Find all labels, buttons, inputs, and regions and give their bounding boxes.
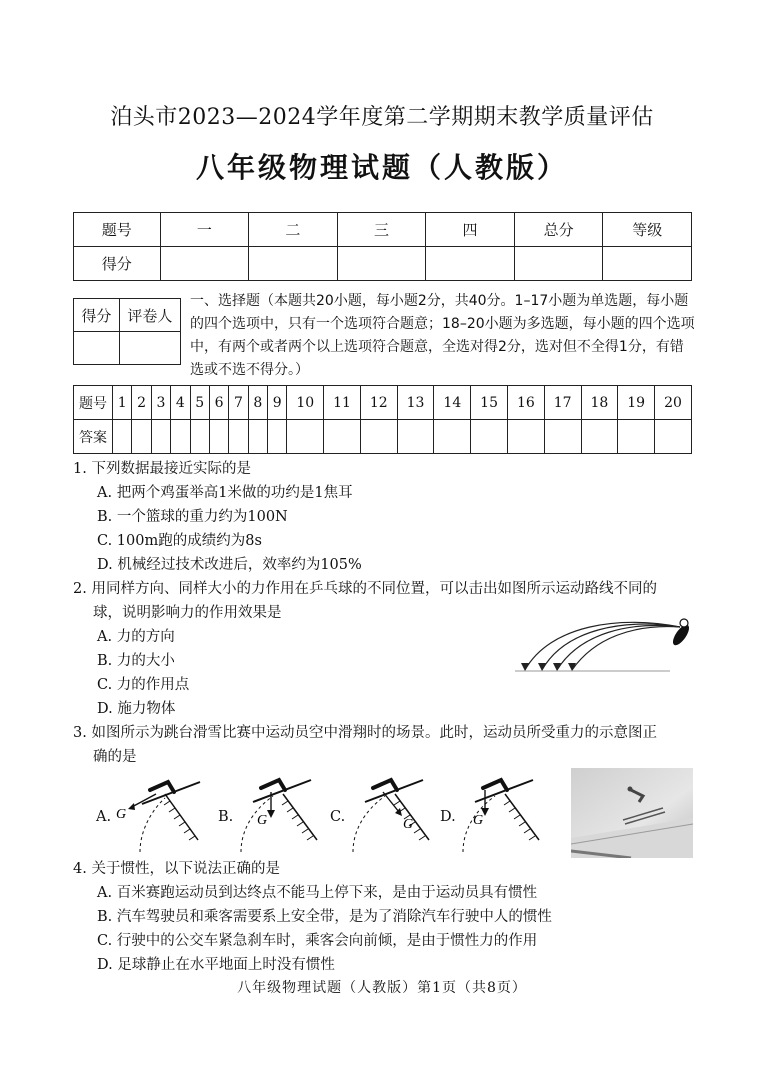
score-cell bbox=[160, 247, 249, 281]
answer-blank-cell bbox=[171, 420, 190, 454]
question-1-option-d: D. 机械经过技术改进后，效率约为105% bbox=[97, 557, 362, 573]
answer-number-cell: 2 bbox=[132, 386, 151, 420]
score-cell bbox=[249, 247, 338, 281]
score-cell bbox=[514, 247, 603, 281]
figure-c-label: C. bbox=[330, 809, 346, 825]
answer-number-cell: 13 bbox=[397, 386, 434, 420]
answer-number-cell: 10 bbox=[287, 386, 324, 420]
answer-number-cell: 15 bbox=[471, 386, 508, 420]
answer-number-cell: 17 bbox=[544, 386, 581, 420]
gravity-label-a: G bbox=[116, 807, 127, 822]
answer-number-cell: 18 bbox=[581, 386, 618, 420]
question-2-option-d: D. 施力物体 bbox=[97, 701, 176, 717]
answer-number-cell: 7 bbox=[229, 386, 248, 420]
answer-blank-cell bbox=[113, 420, 132, 454]
answer-blank-cell bbox=[151, 420, 170, 454]
section-instructions: 一、选择题（本题共20小题，每小题2分，共40分。1–17小题为单选题，每小题的四个选项中，只有一个选项符合题意；18–20小题为多选题，每小题的四个选项中，有两个或者两个以上选项符合题意，全选对得2分，选对但不全得1分，有错选或不选不得分。） bbox=[190, 293, 695, 378]
question-2-option-a: A. 力的方向 bbox=[97, 629, 175, 645]
score-row-label: 得分 bbox=[74, 247, 161, 281]
answer-blank-cell bbox=[471, 420, 508, 454]
answer-number-cell: 4 bbox=[171, 386, 190, 420]
question-2-stem-line2: 球，说明影响力的作用效果是 bbox=[93, 605, 282, 621]
answer-blank-cell bbox=[581, 420, 618, 454]
score-table-header-cell: 二 bbox=[249, 213, 338, 247]
answer-table-label: 题号 bbox=[74, 386, 113, 420]
question-4-option-a: A. 百米赛跑运动员到达终点不能马上停下来，是由于运动员具有惯性 bbox=[97, 885, 538, 901]
answer-number-cell: 19 bbox=[618, 386, 655, 420]
answer-blank-cell bbox=[268, 420, 287, 454]
skier-figure-a bbox=[110, 772, 205, 852]
question-3-stem-line1: 3. 如图所示为跳台滑雪比赛中运动员空中滑翔时的场景。此时，运动员所受重力的示意图正 bbox=[73, 725, 657, 741]
figure-d-label: D. bbox=[440, 809, 456, 825]
score-cell bbox=[603, 247, 692, 281]
score-table-header-cell: 四 bbox=[426, 213, 515, 247]
answer-number-cell: 8 bbox=[248, 386, 267, 420]
question-1-option-a: A. 把两个鸡蛋举高1米做的功约是1焦耳 bbox=[97, 485, 353, 501]
answer-blank-cell bbox=[507, 420, 544, 454]
score-table-header-cell: 等级 bbox=[603, 213, 692, 247]
answer-blank-cell bbox=[618, 420, 655, 454]
gravity-label-d: G bbox=[473, 813, 484, 828]
question-1-option-c: C. 100m跑的成绩约为8s bbox=[97, 533, 262, 549]
answer-table bbox=[73, 385, 692, 454]
score-cell bbox=[337, 247, 426, 281]
answer-blank-cell bbox=[397, 420, 434, 454]
question-4-option-b: B. 汽车驾驶员和乘客需要系上安全带，是为了消除汽车行驶中人的惯性 bbox=[97, 909, 552, 925]
answer-number-cell: 14 bbox=[434, 386, 471, 420]
score-table-header-cell: 题号 bbox=[74, 213, 161, 247]
question-2-option-b: B. 力的大小 bbox=[97, 653, 175, 669]
answer-number-cell: 16 bbox=[507, 386, 544, 420]
question-3-stem-line2: 确的是 bbox=[93, 749, 137, 765]
grader-box bbox=[73, 298, 181, 365]
answer-number-cell: 20 bbox=[655, 386, 692, 420]
answer-blank-cell bbox=[190, 420, 209, 454]
answer-number-cell: 12 bbox=[360, 386, 397, 420]
answer-number-cell: 3 bbox=[151, 386, 170, 420]
answer-blank-cell bbox=[209, 420, 228, 454]
answer-number-cell: 9 bbox=[268, 386, 287, 420]
gravity-label-c: G bbox=[403, 817, 414, 832]
answer-number-cell: 6 bbox=[209, 386, 228, 420]
score-table-header-cell: 三 bbox=[337, 213, 426, 247]
figure-a-label: A. bbox=[96, 809, 112, 825]
question-4-option-c: C. 行驶中的公交车紧急刹车时，乘客会向前倾，是由于惯性力的作用 bbox=[97, 933, 538, 949]
answer-number-cell: 11 bbox=[324, 386, 361, 420]
skier-figure-b bbox=[233, 772, 328, 852]
page-footer: 八年级物理试题（人教版）第1页（共8页） bbox=[237, 980, 527, 996]
question-2-stem-line1: 2. 用同样方向、同样大小的力作用在乒乓球的不同位置，可以击出如图所示运动路线不同的 bbox=[73, 581, 657, 597]
figure-b-label: B. bbox=[218, 809, 234, 825]
answer-blank-cell bbox=[655, 420, 692, 454]
question-4-stem: 4. 关于惯性，以下说法正确的是 bbox=[73, 861, 280, 877]
question-1-option-b: B. 一个篮球的重力约为100N bbox=[97, 509, 288, 525]
answer-blank-cell bbox=[132, 420, 151, 454]
exam-subtitle: 八年级物理试题（人教版） bbox=[195, 151, 568, 184]
question-2-option-c: C. 力的作用点 bbox=[97, 677, 190, 693]
score-cell bbox=[426, 247, 515, 281]
ski-jump-photo bbox=[571, 768, 693, 858]
answer-blank-cell bbox=[248, 420, 267, 454]
answer-number-cell: 5 bbox=[190, 386, 209, 420]
answer-blank-cell bbox=[434, 420, 471, 454]
question-1-stem: 1. 下列数据最接近实际的是 bbox=[73, 461, 251, 477]
answer-number-cell: 1 bbox=[113, 386, 132, 420]
grader-score-label: 得分 bbox=[74, 299, 120, 332]
answer-blank-cell bbox=[229, 420, 248, 454]
gravity-label-b: G bbox=[257, 813, 268, 828]
exam-title: 泊头市2023—2024学年度第二学期期末教学质量评估 bbox=[110, 105, 654, 130]
grader-name-cell bbox=[119, 332, 180, 365]
answer-blank-cell bbox=[287, 420, 324, 454]
question-4-option-d: D. 足球静止在水平地面上时没有惯性 bbox=[97, 957, 335, 973]
answer-blank-cell bbox=[544, 420, 581, 454]
ball-trajectory-figure bbox=[510, 615, 700, 680]
answer-blank-cell bbox=[324, 420, 361, 454]
answer-table-label: 答案 bbox=[74, 420, 113, 454]
skier-figure-c bbox=[345, 772, 440, 852]
grader-score-cell bbox=[74, 332, 120, 365]
skier-figure-d bbox=[455, 772, 550, 852]
score-table-header-cell: 一 bbox=[160, 213, 249, 247]
answer-blank-cell bbox=[360, 420, 397, 454]
score-table-header-cell: 总分 bbox=[514, 213, 603, 247]
score-table bbox=[73, 212, 692, 281]
grader-label: 评卷人 bbox=[119, 299, 180, 332]
